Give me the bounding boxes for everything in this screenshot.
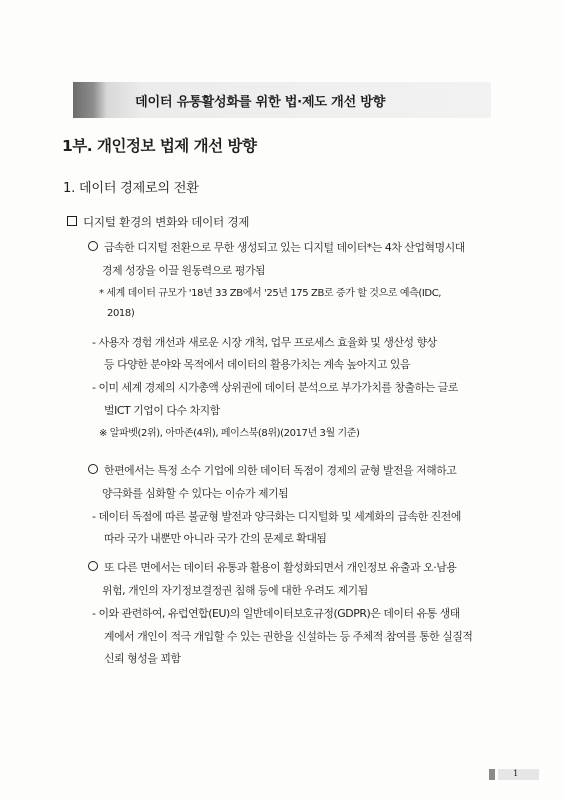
footer-box xyxy=(498,769,539,780)
bullet-line: 경제 성장을 이끌 원동력으로 평가됨 xyxy=(102,264,266,277)
footer-bar xyxy=(489,769,495,780)
dash-line: - 사용자 경험 개선과 새로운 시장 개척, 업무 프로세스 효율화 및 생산성 향상 xyxy=(92,336,437,349)
subsection-title: 디지털 환경의 변화와 데이터 경제 xyxy=(83,215,250,229)
part-title: 1부. 개인정보 법제 개선 방향 xyxy=(62,137,257,155)
bullet-line: 급속한 디지털 전환으로 무한 생성되고 있는 디지털 데이터*는 4차 산업혁명시대 xyxy=(88,241,465,255)
bullet-line: 한편에서는 특정 소수 기업에 의한 데이터 독점이 경제의 균형 발전을 저해하고 xyxy=(88,464,456,478)
dash-line: 벌ICT 기업이 다수 차지함 xyxy=(104,404,220,417)
dash-line: - 이와 관련하여, 유럽연합(EU)의 일반데이터보호규정(GDPR)은 데이터 유통 생태 xyxy=(92,607,460,620)
page-number: 1 xyxy=(513,769,519,779)
header-title: 데이터 유통활성화를 위한 법·제도 개선 방향 xyxy=(135,95,386,110)
footnote-line: 2018) xyxy=(107,308,135,319)
dash-line: 등 다양한 분야와 목적에서 데이터의 활용가치는 계속 높아지고 있음 xyxy=(104,358,411,371)
dash-line: - 데이터 독점에 따른 불균형 발전과 양극화는 디지털화 및 세계화의 급속한 진전에 xyxy=(92,510,461,523)
bullet-line: 양극화를 심화할 수 있다는 이슈가 제기됨 xyxy=(102,487,289,500)
dash-line: - 이미 세계 경제의 시가총액 상위권에 데이터 분석으로 부가가치를 창출하는 글로 xyxy=(92,381,458,394)
dash-line: 계에서 개인이 적극 개입할 수 있는 권한을 신설하는 등 주체적 참여를 통한 실질적 xyxy=(104,630,473,643)
footnote-line: * 세계 데이터 규모가 '18년 33 ZB에서 '25년 175 ZB로 증가 할 것으로 예측(IDC, xyxy=(99,288,442,299)
section-title: 1. 데이터 경제로의 전환 xyxy=(63,181,199,196)
note-line: ※ 알파벳(2위), 아마존(4위), 페이스북(8위)(2017년 3월 기준) xyxy=(99,428,360,439)
dash-line: 따라 국가 내뿐만 아니라 국가 간의 문제로 확대됨 xyxy=(104,532,327,545)
bullet-line: 또 다른 면에서는 데이터 유통과 활용이 활성화되면서 개인정보 유출과 오·남용 xyxy=(88,561,456,575)
circle-bullet-icon xyxy=(88,561,98,571)
bullet-line: 위험, 개인의 자기정보결정권 침해 등에 대한 우려도 제기됨 xyxy=(102,584,368,597)
circle-bullet-icon xyxy=(88,464,98,474)
header-title-bar xyxy=(73,82,491,118)
square-bullet-icon xyxy=(67,216,77,226)
dash-line: 신뢰 형성을 꾀함 xyxy=(104,652,181,665)
circle-bullet-icon xyxy=(88,241,98,251)
subsection-heading xyxy=(67,214,249,230)
